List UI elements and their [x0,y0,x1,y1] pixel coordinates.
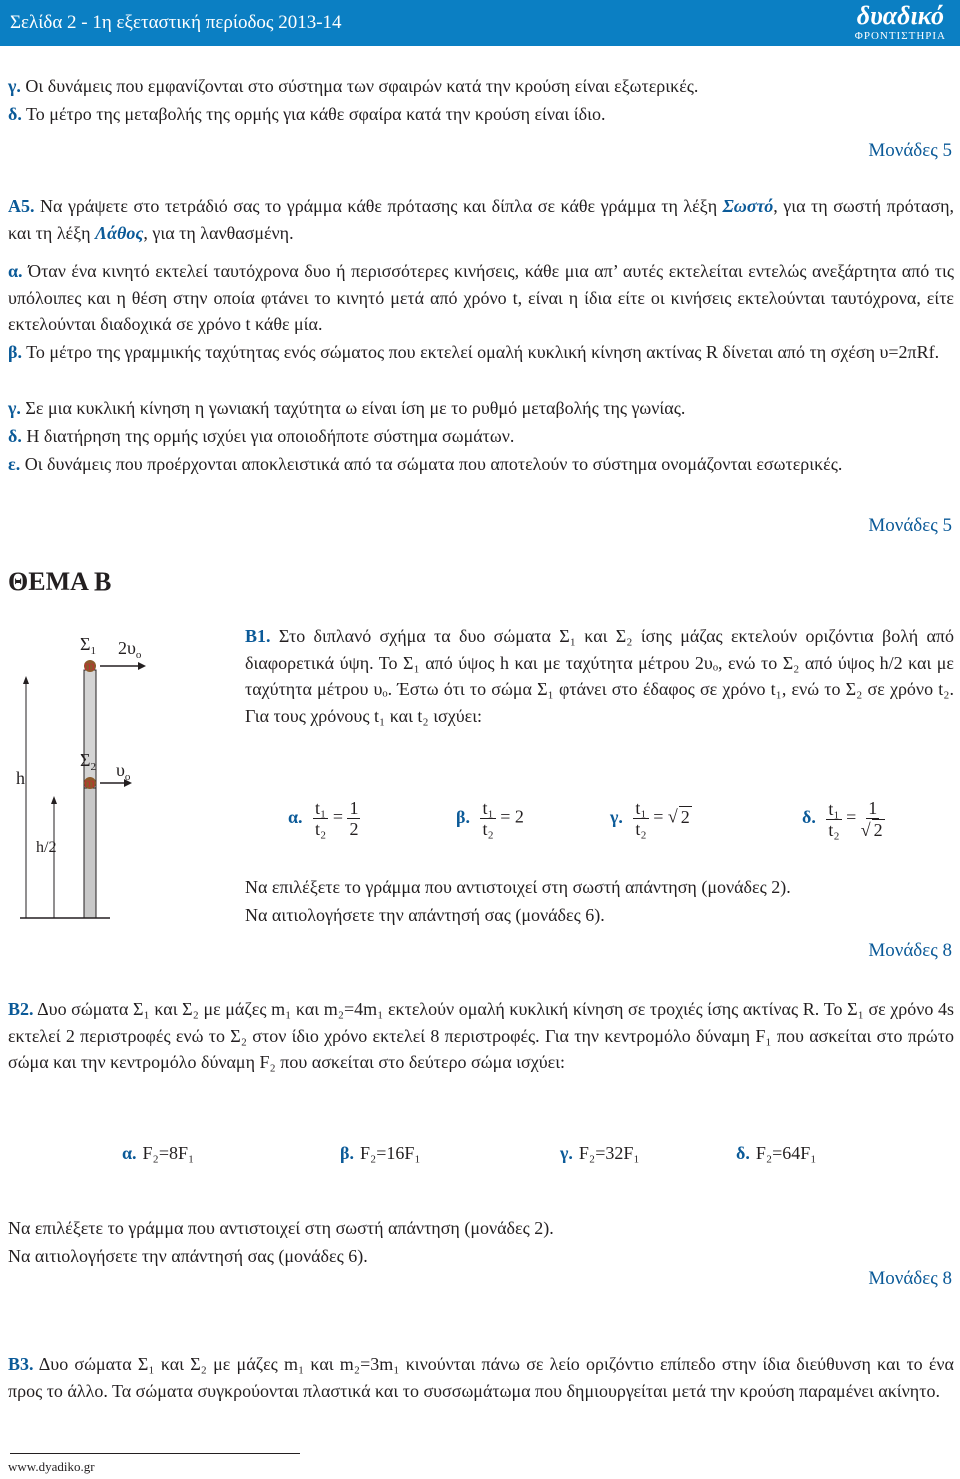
label-v2: $\upsilon_o$ [116,760,131,783]
arrowhead-icon [138,662,146,670]
logo-name: δυαδικό [856,1,945,30]
sqrt-value: 2 [680,806,690,827]
question-label: Β2. [8,999,34,1019]
b1-option-a [288,798,360,839]
equals-value: = 2 [500,806,524,827]
option-text: F₂=32F₁ [578,1143,640,1163]
option-label: β. [340,1143,354,1163]
question-label: Α5. [8,196,35,216]
item-text: Οι δυνάμεις που προέρχονται αποκλειστικά από τα σώματα που αποτελούν το σύστημα ονομάζονται εσωτερικές. [24,454,843,474]
equals-sign: = [846,807,857,828]
b2-justify: Να αιτιολογήσετε την απάντησή σας (μονάδες 6). [8,1246,368,1266]
label-v1: $2\upsilon_o$ [118,638,142,661]
fraction-den: t₂ [635,819,647,839]
item-text: Όταν ένα κινητό εκτελεί ταυτόχρονα δυο ή περισσότερες κινήσεις, κάθε μια απ’ αυτές εκτελείται εντελώς ανεξάρτητα από τις υπόλοιπες και η θέση στην οποία φτάνει το κινητό μετά από χρόνο t, είναι η ίδια είτε οι κινήσεις εκτελούνται ταυτόχρονα, είτε εκτελούνται διαδοχικά σε χρόνο t κάθε μία. [8,261,955,334]
fraction-num: t₁ [828,798,840,819]
fraction-num: t₁ [635,798,647,818]
question-b3 [8,1351,954,1404]
question-a5 [8,193,954,246]
question-b1 [245,623,954,729]
question-text: , για τη λανθασμένη. [143,222,294,243]
fraction-num: t₁ [315,798,327,818]
b1-option-c [610,798,692,839]
option-label: δ. [802,807,816,828]
equals-sign: = [332,806,343,827]
projectile-diagram [16,628,220,918]
fraction-den: t₂ [315,819,327,839]
option-label: α. [288,806,303,827]
equals-sign: = [653,806,664,827]
question-label: Β1. [245,626,271,646]
tower-lower [84,788,96,918]
option-label: γ. [610,806,623,827]
question-text: Στο διπλανό σχήμα τα δυο σώματα Σ₁ και Σ₂ ίσης μάζας εκτελούν οριζόντια βολή από διαφορετικά ύψη. Το Σ₁ από ύψος h και με ταχύτητα μέτρου 2υₒ, ενώ το Σ₂ από ύψος h/2 και με ταχύτητα μέτρου υₒ. Έστω ότι το σώμα Σ₁ φτάνει στο έδαφος σε χρόνο t₁, ενώ το Σ₂ σε χρόνο t₂. Για τους χρόνους t₁ και t₂ ισχύει: [245,626,954,726]
option-text: F₂=64F₁ [755,1143,817,1163]
statement-label: δ. [8,104,22,124]
keyword-wrong: Λάθος [95,222,144,243]
keyword-correct: Σωστό [722,196,774,216]
a5-item-a [8,258,954,338]
fraction-num: t₁ [482,798,494,818]
label-s2: $\Sigma_2$ [80,750,96,773]
fraction-den: 2 [349,819,359,839]
question-text: Να γράψετε στο τετράδιό σας το γράμμα κάθε πρότασης και δίπλα σε κάθε γράμμα τη λέξη [34,196,723,216]
page-title: Σελίδα 2 - 1η εξεταστική περίοδος 2013-14 [10,12,342,33]
label-m1: m [84,659,95,674]
option-label: α. [122,1143,137,1163]
sqrt-icon: √ [860,820,871,840]
sqrt-value: 2 [873,820,883,840]
item-label: β. [8,342,22,362]
fraction-den [861,819,885,840]
a5-item-d [8,423,514,449]
statement-text: Το μέτρο της μεταβολής της ορμής για κάθε σφαίρα κατά την κρούση είναι ίδιο. [26,104,606,124]
b1-justify: Να αιτιολογήσετε την απάντησή σας (μονάδες 6). [245,905,605,925]
b2-option-b [340,1143,421,1164]
statement-g [8,73,698,99]
option-text: F₂=8F₁ [142,1143,195,1163]
question-text: Δυο σώματα Σ₁ και Σ₂ με μάζες m₁ και m₂=4m₁ εκτελούν ομαλή κυκλική κίνηση σε τροχιές ίσης ακτίνας R. Το Σ₁ σε χρόνο 4s εκτελεί 2 περιστροφές ενώ το Σ₂ στον ίδιο χρόνο εκτελεί 8 περιστροφές. Για την κεντρομόλο δύναμη F₁ που ασκείται στο πρώτο σώμα και την κεντρομόλο δύναμη F₂ που ασκείται στο δεύτερο σώμα ισχύει: [8,999,954,1072]
question-b2 [8,996,954,1076]
b2-option-d [736,1143,817,1164]
statement-d [8,101,605,127]
page-header [0,0,960,46]
brand-logo [855,3,946,42]
fraction-num: 1 [349,798,359,818]
units-label: Μονάδες 5 [868,515,952,536]
a5-item-c [8,395,685,421]
b1-option-b [456,798,524,839]
question-label: Β3. [8,1354,34,1374]
item-text: Η διατήρηση της ορμής ισχύει για οποιοδήποτε σύστημα σωμάτων. [26,426,515,446]
b2-option-a [122,1143,194,1164]
b1-option-d [802,798,885,840]
a5-item-b [8,339,954,366]
option-text: F₂=16F₁ [359,1143,421,1163]
label-m2: m [84,776,95,791]
fraction-den: t₂ [482,819,494,839]
option-label: γ. [560,1143,573,1163]
b2-choose: Να επιλέξετε το γράμμα που αντιστοιχεί στη σωστή απάντηση (μονάδες 2). [8,1218,554,1238]
item-text: Σε μια κυκλική κίνηση η γωνιακή ταχύτητα ω είναι ίση με το ρυθμό μεταβολής της γωνίας. [25,398,686,418]
question-text: Δυο σώματα Σ₁ και Σ₂ με μάζες m₁ και m₂=3m₁ κινούνται πάνω σε λείο οριζόντιο επίπεδο στην ίδια διεύθυνση και το ένα προς το άλλο. Τα σώματα συγκρούονται πλαστικά και το συσσωμάτωμα που δημιουργείται μετά την κρούση παραμένει ακίνητο. [8,1354,954,1401]
question-text: , για τη σωστή πρόταση, και τη λέξη [8,196,954,243]
units-label: Μονάδες 8 [868,940,952,961]
units-label: Μονάδες 8 [868,1268,952,1289]
statement-label: γ. [8,76,21,96]
label-h: h [16,768,25,788]
arrowhead-icon [23,676,29,684]
fraction-num: 1 [868,798,878,818]
footer-url[interactable]: www.dyadiko.gr [8,1459,95,1474]
item-label: γ. [8,398,21,418]
item-label: δ. [8,426,22,446]
units-label: Μονάδες 5 [868,140,952,161]
item-label: ε. [8,454,21,474]
statement-text: Οι δυνάμεις που εμφανίζονται στο σύστημα των σφαιρών κατά την κρούση είναι εξωτερικές. [25,76,699,96]
section-title: ΘΕΜΑ Β [8,567,112,596]
arrowhead-icon [51,796,57,804]
item-text: Το μέτρο της γραμμικής ταχύτητας ενός σώματος που εκτελεί ομαλή κυκλική κίνηση ακτίνας R δίνεται από τη σχέση υ=2πRf. [26,342,940,362]
a5-item-e [8,451,954,478]
footer-rule [10,1453,300,1454]
b2-option-c [560,1143,640,1164]
label-s1: $\Sigma_1$ [80,634,96,657]
option-label: δ. [736,1143,750,1163]
b1-choose: Να επιλέξετε το γράμμα που αντιστοιχεί στη σωστή απάντηση (μονάδες 2). [245,877,791,897]
item-label: α. [8,261,23,281]
label-h-half: h/2 [36,839,57,856]
logo-subtitle: ΦΡΟΝΤΙΣΤΗΡΙΑ [854,30,946,42]
option-label: β. [456,806,470,827]
fraction-den: t₂ [828,819,840,840]
sqrt-icon: √ [667,806,678,827]
